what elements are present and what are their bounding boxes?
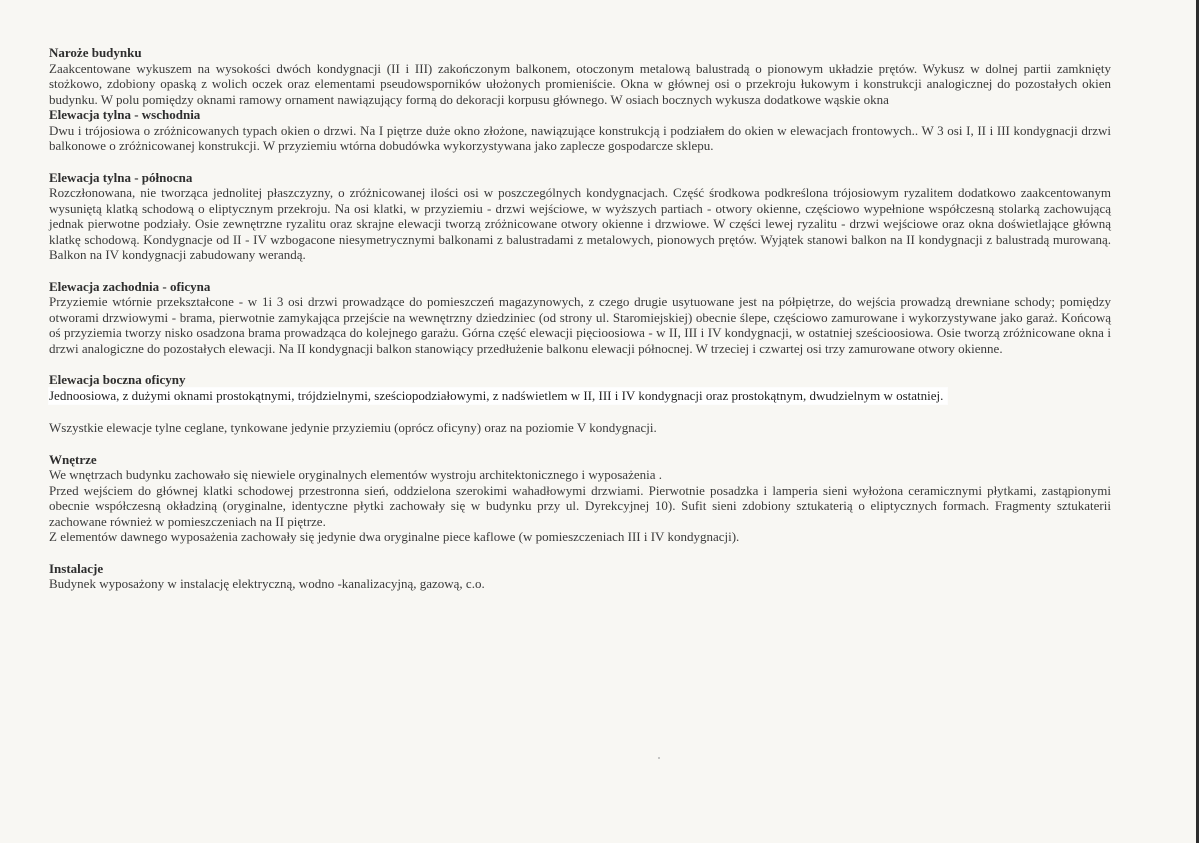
section-instalacje bbox=[49, 561, 1111, 592]
section-wnetrze bbox=[49, 452, 1111, 545]
section-paragraph: Dwu i trójosiowa o zróżnicowanych typach okien o drzwi. Na I piętrze duże okno złożone, nawiązujące konstrukcją i podziałem do okien w elewacjach frontowych.. W 3 osi I, II i III kondygnacji drzwi balkonowe o zróżnicowanej konstrukcji. W przyziemiu wtórna dobudówka wykorzystywana jako zaplecze gospodarcze sklepu. bbox=[49, 122, 1111, 153]
section-paragraph: Zaakcentowane wykuszem na wysokości dwóch kondygnacji (II i III) zakończonym balkonem, otoczonym metalową balustradą o pionowym układzie prętów. Wykusz w dolnej partii zamknięty stożkowo, zdobiony opaską z wolich oczek oraz elementami pseudowsporników ułożonych promieniście. Okna w głównej osi o przekroju łukowym i konstrukcji analogicznej do pozostałych okien budynku. W polu pomiędzy oknami ramowy ornament nawiązujący formą do dekoracji korpusu głównego. W osiach bocznych wykusza dodatkowe wąskie okna bbox=[49, 60, 1111, 107]
section-paragraph: Budynek wyposażony w instalację elektryczną, wodno -kanalizacyjną, gazową, c.o. bbox=[49, 576, 485, 591]
section-paragraph: Z elementów dawnego wyposażenia zachowały się jedynie dwa oryginalne piece kaflowe (w pomieszczeniach III i IV kondygnacji). bbox=[49, 529, 740, 544]
section-elewacja-polnocna bbox=[49, 170, 1111, 263]
section-paragraph: Przed wejściem do głównej klatki schodowej przestronna sień, oddzielona szerokimi wahadłowymi drzwiami. Pierwotnie posadzka i lamperia sieni wyłożona ceramicznymi płytkami, zastąpionymi obecnie współczesną okładziną (oryginalne, identyczne płytki zachowały się w budynku przy ul. Dyrekcyjnej 10). Sufit sieni zdobiony sztukaterią o eliptycznych formach. Fragmenty sztukaterii zachowane również w pomieszczeniach na II piętrze. bbox=[49, 482, 1111, 529]
document-body bbox=[49, 45, 1111, 592]
section-summary bbox=[49, 420, 1111, 436]
section-heading: Instalacje bbox=[49, 560, 104, 576]
section-heading: Elewacja tylna - wschodnia bbox=[49, 107, 201, 122]
section-heading: Elewacja zachodnia - oficyna bbox=[49, 278, 211, 294]
section-heading: Elewacja tylna - północna bbox=[49, 169, 193, 185]
section-heading: Elewacja boczna oficyny bbox=[49, 372, 186, 387]
section-heading: Naroże budynku bbox=[49, 45, 142, 60]
section-elewacja-zachodnia bbox=[49, 279, 1111, 357]
scan-speck bbox=[658, 757, 660, 759]
section-paragraph: Rozczłonowana, nie tworząca jednolitej płaszczyzny, o zróżnicowanej ilości osi w poszczególnych kondygnacjach. Część środkowa podkreślona trójosiowym ryzalitem dodatkowo zaakcentowanym wysuniętą klatką schodową o eliptycznym przekroju. Na osi klatki, w przyziemiu - drzwi wejściowe, w wyższych partiach - otwory okienne, częściowo wypełnione współczesną stolarką zachowującą jednak pierwotne podziały. Osie zewnętrzne ryzalitu oraz skrajne elewacji tworzą zróżnicowane otwory okienne i drzwiowe. W części lewej ryzalitu - drzwi wejściowe oraz okna doświetlające główną klatkę schodową. Kondygnacje od II - IV wzbogacone niesymetrycznymi balkonami z balustradami z metalowych, pionowych prętów. Wyjątek stanowi balkon na II kondygnacji z balustradą murowaną. Balkon na IV kondygnacji zabudowany werandą. bbox=[49, 185, 1111, 262]
highlighted-paragraph-wrapper bbox=[49, 388, 1111, 405]
section-paragraph: Przyziemie wtórnie przekształcone - w 1i 3 osi drzwi prowadzące do pomieszczeń magazynowych, z czego drugie usytuowane jest na półpiętrze, do wejścia prowadzą drewniane schody; pomiędzy otworami drzwiowymi - brama, pierwotnie zamykająca przejście na wewnętrzny dziedziniec (od strony ul. Staromiejskiej) obecnie ślepe, częściowo zamurowane i wykorzystywane jako garaż. Końcową oś przyziemia tworzy nisko osadzona brama prowadząca do kolejnego garażu. Górna część elewacji pięcioosiowa - w II, III i IV kondygnacji, w ostatniej sześcioosiowa. Osie tworzą zróżnicowane okna i drzwi analogiczne do pozostałych elewacji. Na II kondygnacji balkon stanowiący przedłużenie balkonu elewacji północnej. W trzeciej i czwartej osi trzy zamurowane otwory okienne. bbox=[49, 294, 1111, 356]
section-heading: Wnętrze bbox=[49, 451, 97, 467]
section-naroze bbox=[49, 45, 1111, 107]
section-elewacja-boczna bbox=[49, 372, 1111, 404]
section-paragraph: Wszystkie elewacje tylne ceglane, tynkowane jedynie przyziemiu (oprócz oficyny) oraz na poziomie V kondygnacji. bbox=[49, 420, 657, 435]
section-elewacja-wschodnia bbox=[49, 107, 1111, 154]
section-paragraph: We wnętrzach budynku zachowało się niewiele oryginalnych elementów wystroju architektonicznego i wyposażenia . bbox=[49, 467, 662, 482]
highlighted-paragraph: Jednoosiowa, z dużymi oknami prostokątnymi, trójdzielnymi, sześciopodziałowymi, z nadświetlem w II, III i IV kondygnacji oraz prostokątnym, dwudzielnym w ostatniej. bbox=[49, 388, 947, 405]
